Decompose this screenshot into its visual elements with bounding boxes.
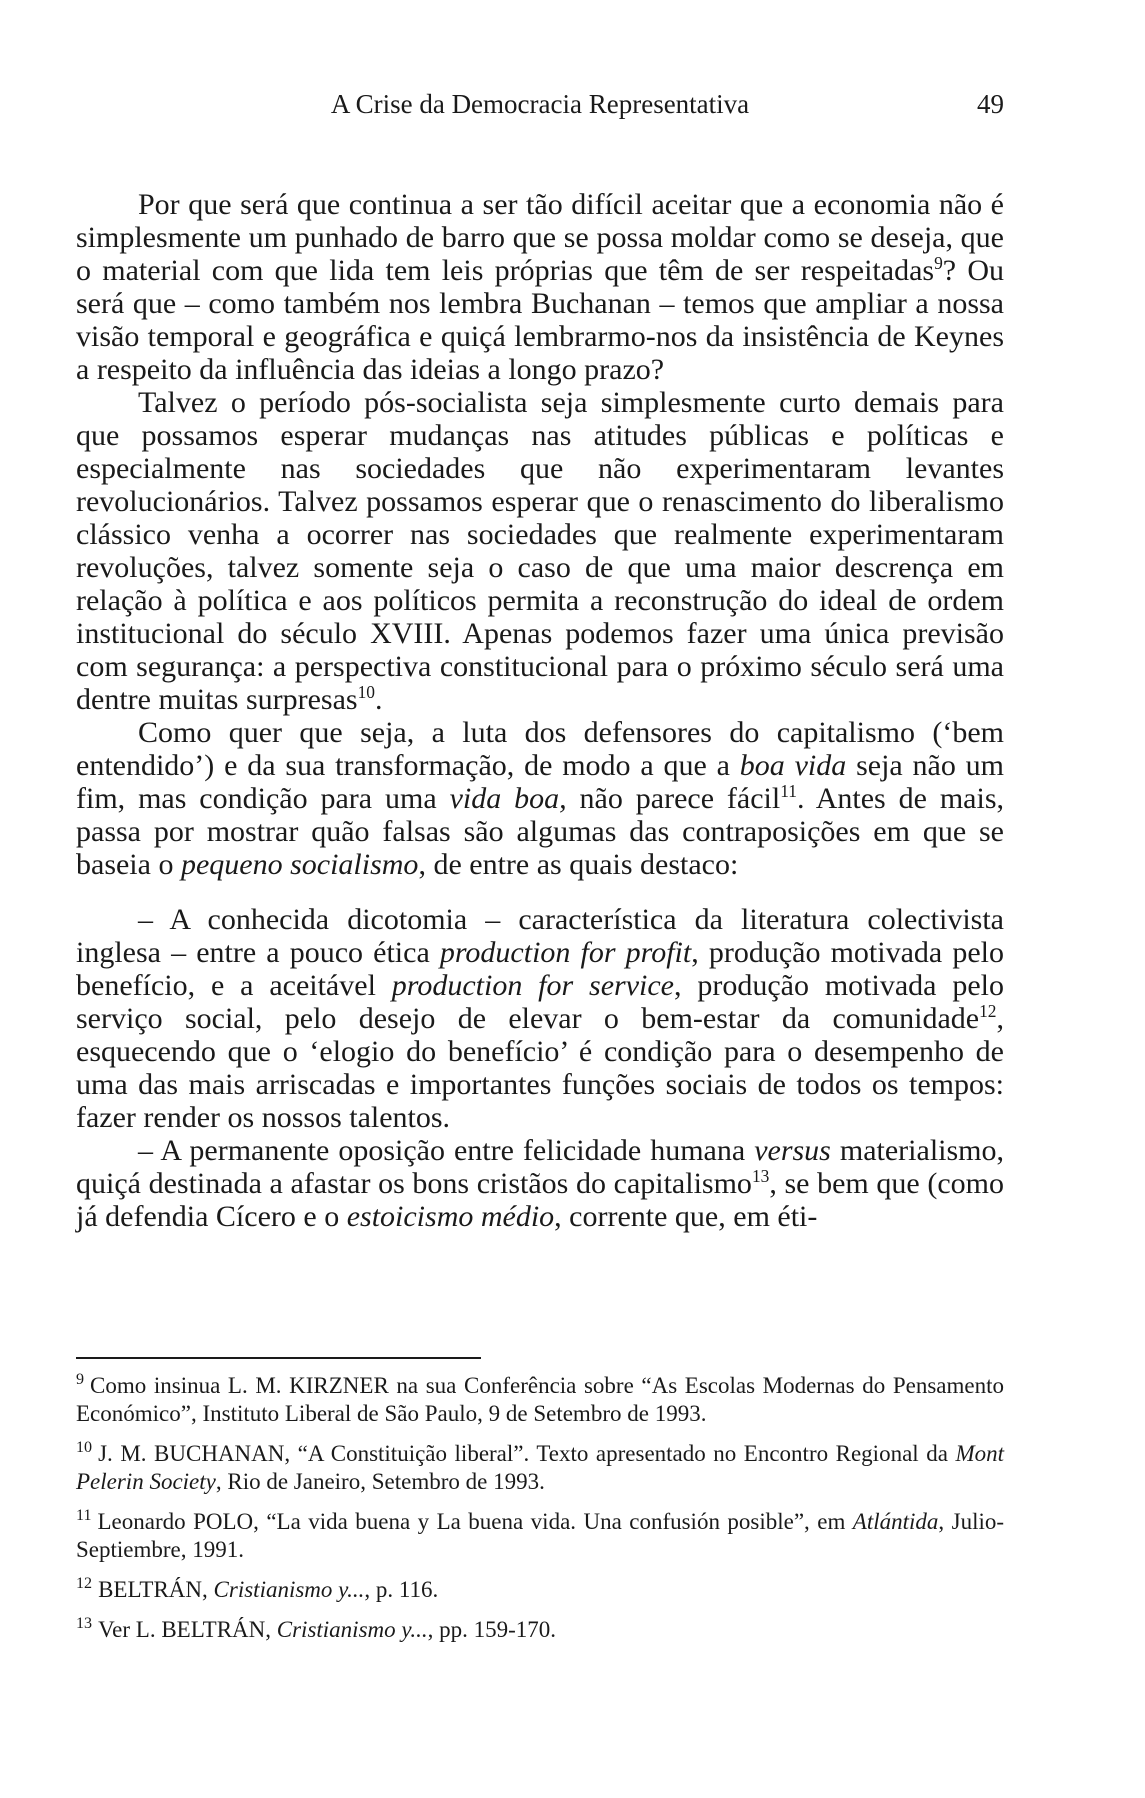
italic-text: boa vida [739, 749, 847, 782]
footnote-number: 12 [76, 1575, 93, 1593]
italic-text: versus [754, 1134, 831, 1167]
paragraph [76, 716, 1004, 881]
footnote-reference: 10 [357, 682, 375, 702]
italic-text: pequeno socialismo [180, 848, 419, 881]
footnote [76, 1372, 1004, 1428]
paragraph [76, 903, 1004, 1134]
italic-text: Cristianismo y... [213, 1577, 365, 1602]
page-number: 49 [977, 89, 1004, 119]
footnote-number: 9 [76, 1371, 85, 1389]
text-run: BELTRÁN, [98, 1577, 214, 1602]
text-run: , corrente que, em éti- [554, 1200, 818, 1233]
paragraph [76, 188, 1004, 386]
italic-text: Atlántida [852, 1509, 939, 1534]
text-run: , se bem que (como já defendia Cícero e o [76, 1167, 1004, 1233]
body-text [76, 188, 1004, 1233]
text-run: , produção motivada pelo serviço social, pelo desejo de elevar o bem-estar da comunidade [76, 969, 1004, 1035]
page-header [76, 86, 1004, 122]
italic-text: production for profit [439, 936, 692, 969]
italic-text: vida boa, [449, 782, 567, 815]
footnote-number: 11 [76, 1507, 92, 1525]
text-run: Talvez o período pós-socialista seja simplesmente curto demais para que possamos esperar mudanças nas atitudes públicas e políticas e especialmente nas sociedades que não experimentaram levantes revolucionários. Talvez possamos esperar que o renascimento do liberalismo clássico venha a ocorrer nas sociedades que realmente experimentaram revoluções, talvez somente seja o caso de que uma maior descrença em relação à política e aos políticos permita a reconstrução do ideal de ordem institucional do século XVIII. Apenas podemos fazer uma única previsão com segurança: a perspectiva constitucional para o próximo século será uma dentre muitas surpresas [76, 386, 1004, 716]
footnotes [76, 1372, 1004, 1656]
footnote [76, 1440, 1004, 1496]
footnote-separator [76, 1357, 481, 1359]
text-run: – A permanente oposição entre felicidade humana [138, 1134, 755, 1167]
footnote [76, 1616, 1004, 1644]
text-run: Por que será que continua a ser tão difícil aceitar que a economia não é simplesmente um punhado de barro que se possa moldar como se deseja, que o material com que lida tem leis próprias que têm de ser respeitadas [76, 188, 1004, 287]
text-run: – A conhecida dicotomia – característica da literatura colectivista inglesa – entre a pouco ética [76, 903, 1004, 969]
running-title: A Crise da Democracia Representativa [330, 89, 750, 119]
text-run: , pp. 159-170. [427, 1617, 556, 1642]
footnote [76, 1576, 1004, 1604]
text-run: , produção motivada pelo benefício, e a aceitável [76, 936, 1004, 1002]
footnote [76, 1508, 1004, 1564]
text-run: ? Ou será que – como também nos lembra Buchanan – temos que ampliar a nossa visão temporal e geográfica e quiçá lembrarmo-nos da insistência de Keynes a respeito da influência das ideias a longo prazo? [76, 254, 1004, 386]
text-run: , p. 116. [364, 1577, 439, 1602]
text-run: seja não um fim, mas condição para uma [76, 749, 1005, 815]
text-run: . [374, 683, 383, 716]
italic-text: estoicismo médio [346, 1200, 555, 1233]
italic-text: Cristianismo y... [276, 1617, 428, 1642]
footnote-number: 13 [76, 1615, 93, 1633]
text-run: Ver L. BELTRÁN, [98, 1617, 277, 1642]
text-run: materialismo, quiçá destinada a afastar os bons cristãos do capitalismo [76, 1134, 1004, 1200]
text-run: , Rio de Janeiro, Setembro de 1993. [215, 1469, 545, 1494]
text-run: , Julio-Septiembre, 1991. [76, 1509, 1005, 1562]
footnote-reference: 12 [979, 1001, 997, 1021]
footnote-reference: 13 [751, 1166, 770, 1186]
paragraph [76, 386, 1004, 716]
text-run: Leonardo POLO, “La vida buena y La buena vida. Una confusión posible”, em [97, 1509, 853, 1534]
text-run: Como quer que seja, a luta dos defensores do capitalismo (‘bem entendido’) e da sua transformação, de modo a que a [76, 716, 1004, 782]
text-run: . Antes de mais, passa por mostrar quão falsas são algumas das contraposições em que se baseia o [76, 782, 1004, 881]
footnote-number: 10 [76, 1439, 93, 1457]
text-run: J. M. BUCHANAN, “A Constituição liberal”. Texto apresentado no Encontro Regional da [98, 1441, 956, 1466]
italic-text: Mont Pelerin Society [76, 1441, 1004, 1494]
footnote-reference: 9 [934, 253, 943, 273]
paragraph [76, 1134, 1004, 1233]
text-run: , de entre as quais destaco: [418, 848, 739, 881]
text-run: não parece fácil [566, 782, 781, 815]
text-run: Como insinua L. M. KIRZNER na sua Conferência sobre “As Escolas Modernas do Pensamento Económico”, Instituto Liberal de São Paulo, 9 de Setembro de 1993. [76, 1373, 1004, 1426]
text-run: , esquecendo que o ‘elogio do benefício’ é condição para o desempenho de uma das mais arriscadas e importantes funções sociais de todos os tempos: fazer render os nossos talentos. [76, 1002, 1004, 1134]
italic-text: production for service [391, 969, 674, 1002]
footnote-reference: 11 [780, 781, 797, 801]
